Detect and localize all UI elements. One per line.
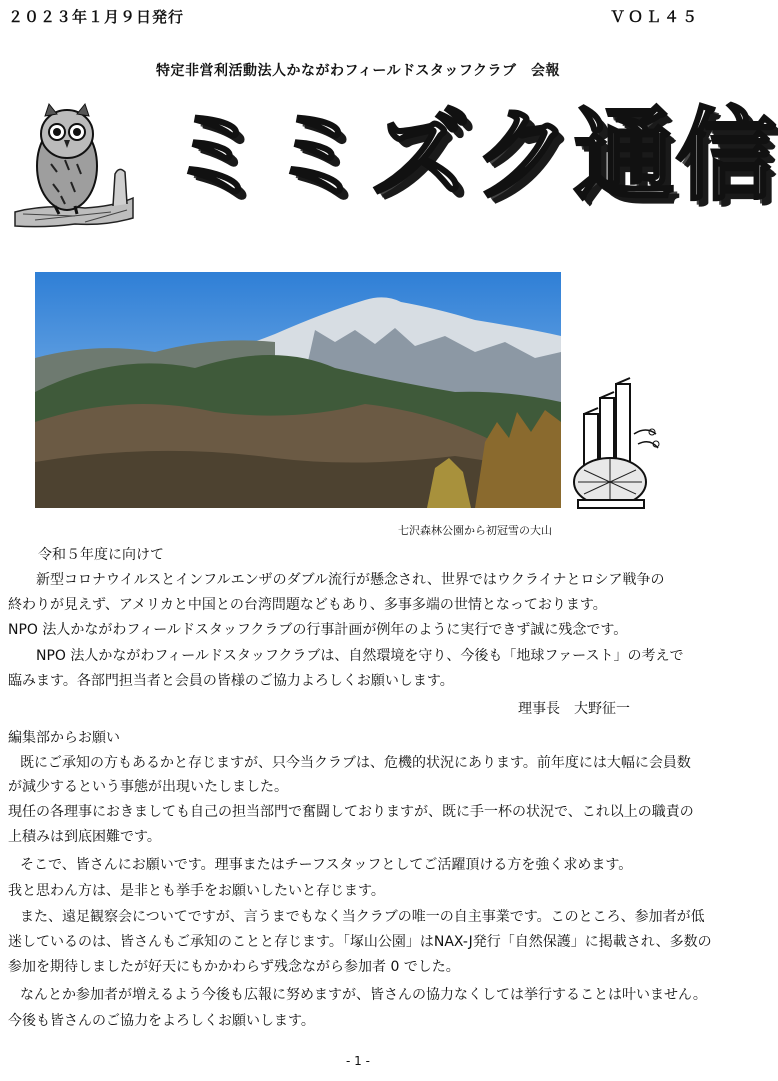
editorial-heading: 編集部からお願い [8,730,120,746]
editorial-line-3: 現任の各理事におきましても自己の担当部門で奮闘しておりますが、既に手一杯の状況で、これ以上の職責の [8,804,694,820]
editorial-line-1: 既にご承知の方もあるかと存じますが、只今当クラブは、危機的状況にあります。前年度には大幅に会員数 [20,755,691,771]
organization-title: 特定非営利活動法人かながわフィールドスタッフクラブ 会報 [155,63,561,79]
greeting-heading: 令和５年度に向けて [38,547,164,563]
editorial-line-11: 今後も皆さんのご協力をよろしくお願いします。 [8,1013,315,1029]
greeting-paragraph-3: NPO 法人かながわフィールドスタッフクラブの行事計画が例年のように実行できず誠に残念です。 [8,622,628,638]
greeting-signature: 理事長 大野征一 [518,701,630,717]
greeting-paragraph-4: NPO 法人かながわフィールドスタッフクラブは、自然環境を守り、今後も「地球ファースト」の考えで [36,648,684,664]
owl-illustration [15,94,135,236]
editorial-line-10: なんとか参加者が増えるよう今後も広報に努めますが、皆さんの協力なくしては挙行することは叶いません。 [20,987,707,1003]
page-number: - 1 - [346,1054,370,1068]
editorial-line-9: 参加を期待しましたが好天にもかかわらず残念ながら参加者 0 でした。 [8,959,460,975]
mountain-photo [35,272,561,508]
editorial-line-4: 上積みは到底困難です。 [8,829,161,845]
volume-number: ＶＯＬ４５ [610,8,701,26]
editorial-line-5: そこで、皆さんにお願いです。理事またはチーフスタッフとしてご活躍頂ける方を強く求めます。 [20,857,633,873]
editorial-line-7: また、遠足観察会についてですが、言うまでもなく当クラブの唯一の自主事業です。このところ、参加者が低 [20,909,705,925]
greeting-paragraph-1: 新型コロナウイルスとインフルエンザのダブル流行が懸念され、世界ではウクライナとロシア戦争の [36,572,665,588]
issue-date: ２０２３年１月９日発行 [8,8,185,26]
greeting-paragraph-5: 臨みます。各部門担当者と会員の皆様のご協力よろしくお願いします。 [8,673,454,689]
editorial-line-2: が減少するという事態が出現いたしました。 [8,779,288,795]
editorial-line-8: 迷しているのは、皆さんもご承知のことと存じます。「塚山公園」はNAX-J発行「自然保護」に掲載され、多数の [8,934,712,950]
editorial-line-6: 我と思わん方は、是非とも挙手をお願いしたいと存じます。 [8,883,385,899]
photo-caption: 七沢森林公園から初冠雪の大山 [398,524,552,537]
newsletter-banner-title: ミミズク通信 [166,97,778,214]
kadomatsu-illustration [572,378,662,513]
greeting-paragraph-2: 終わりが見えず、アメリカと中国との台湾問題などもあり、多事多端の世情となっております。 [8,597,607,613]
